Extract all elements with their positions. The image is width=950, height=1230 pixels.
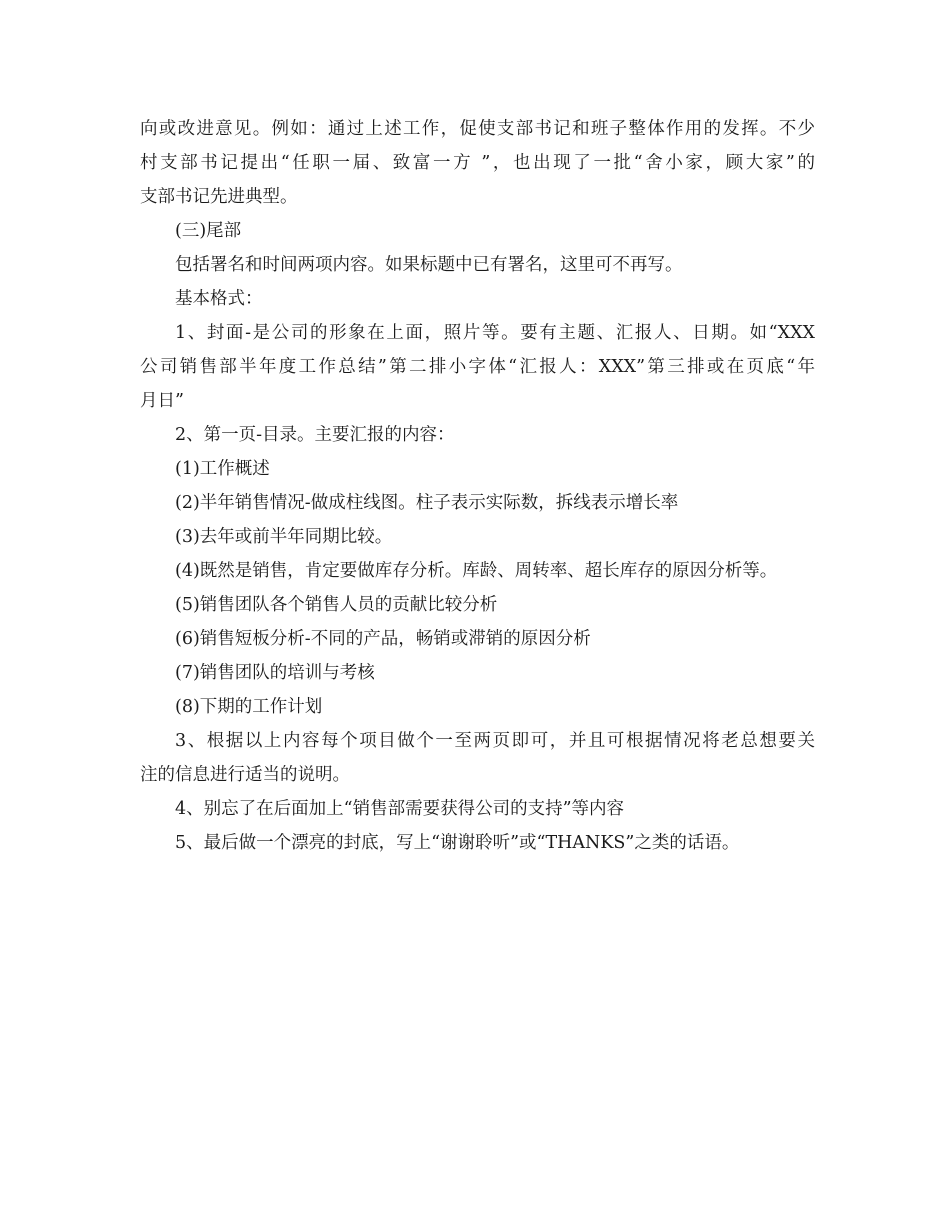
paragraph-line: 支部书记先进典型。: [140, 187, 298, 207]
paragraph-line: 月日”: [140, 391, 184, 411]
paragraph-line: 村支部书记提出“任职一届、致富一方 ”，也出现了一批“舍小家，顾大家”的: [140, 153, 815, 173]
section-heading: (三)尾部: [175, 221, 242, 241]
list-item: (3)去年或前半年同期比较。: [175, 527, 393, 547]
document-body: [140, 112, 815, 860]
paragraph-line: 5、最后做一个漂亮的封底，写上“谢谢聆听”或“THANKS”之类的话语。: [175, 833, 740, 853]
paragraph-line: 包括署名和时间两项内容。如果标题中已有署名，这里可不再写。: [175, 255, 683, 275]
list-item: (1)工作概述: [175, 459, 270, 479]
paragraph-line: 注的信息进行适当的说明。: [140, 765, 350, 785]
list-item: (6)销售短板分析-不同的产品，畅销或滞销的原因分析: [175, 629, 591, 649]
paragraph-line: 3、根据以上内容每个项目做个一至两页即可，并且可根据情况将老总想要关: [175, 731, 815, 751]
paragraph-line: 2、第一页-目录。主要汇报的内容：: [175, 425, 455, 445]
paragraph-line: 4、别忘了在后面加上“销售部需要获得公司的支持”等内容: [175, 799, 625, 819]
list-item: (8)下期的工作计划: [175, 697, 323, 717]
paragraph-line: 向或改进意见。例如：通过上述工作，促使支部书记和班子整体作用的发挥。不少: [140, 119, 815, 139]
list-item: (2)半年销售情况-做成柱线图。柱子表示实际数，拆线表示增长率: [175, 493, 679, 513]
paragraph-line: 公司销售部半年度工作总结”第二排小字体“汇报人：XXX”第三排或在页底“年: [140, 357, 815, 377]
paragraph-line: 1、封面-是公司的形象在上面，照片等。要有主题、汇报人、日期。如“XXX: [175, 323, 815, 343]
section-heading: 基本格式：: [175, 289, 263, 309]
list-item: (7)销售团队的培训与考核: [175, 663, 375, 683]
list-item: (5)销售团队各个销售人员的贡献比较分析: [175, 595, 498, 615]
list-item: (4)既然是销售，肯定要做库存分析。库龄、周转率、超长库存的原因分析等。: [175, 561, 778, 581]
